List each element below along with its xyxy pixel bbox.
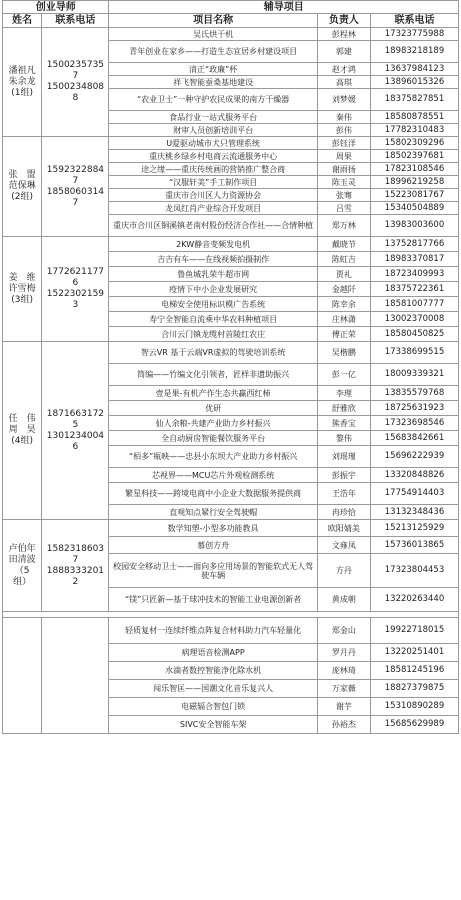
- mentor-phone-cell: 15823186037 18883332012: [42, 520, 109, 612]
- mentor-phone-cell: 15923228847 18580603147: [42, 137, 109, 237]
- project-name-cell: “栢多”瓶映——忠县小东坝大产业助力乡村振兴: [109, 446, 317, 468]
- project-name-cell: 校园安全移动卫士——面向多应用场景的智能软式无人驾驶车辆: [109, 554, 317, 588]
- mentor-name-cell: 张 盟 范保琳 (2组): [3, 137, 42, 237]
- project-phone-cell: 18375827851: [371, 89, 459, 111]
- project-phone-cell: 18723409993: [371, 267, 459, 282]
- project-name-cell: “汉服轩美”手工制作项目: [109, 176, 317, 189]
- project-owner-cell: 王浩年: [317, 483, 370, 505]
- project-name-cell: 壹是果-有机产作生态共赢西红柿: [109, 386, 317, 401]
- mentor-name-cell: 姜 维 许雪梅 (3组): [3, 237, 42, 342]
- project-name-cell: 龙凤红肖产业综合开发项目: [109, 202, 317, 215]
- project-phone-cell: 18581007777: [371, 297, 459, 312]
- project-owner-cell: 李理: [317, 386, 370, 401]
- project-owner-cell: 万家薇: [317, 680, 370, 698]
- project-phone-cell: 18983370817: [371, 252, 459, 267]
- project-phone-cell: 18983218189: [371, 41, 459, 63]
- project-owner-cell: 欧阳婧美: [317, 520, 370, 537]
- project-name-cell: 寿宁全智能自流乘中华农料种植项目: [109, 312, 317, 327]
- project-name-cell: 数学知塑-小型多功能教具: [109, 520, 317, 537]
- table-row: [3, 342, 459, 364]
- project-owner-cell: 谢雨扬: [317, 163, 370, 176]
- project-name-cell: U爱驱动城市犬只管理系统: [109, 137, 317, 150]
- project-name-cell: 病理语音检测APP: [109, 644, 317, 662]
- project-name-cell: 重庆桃乡绿乡村电商云流通服务中心: [109, 150, 317, 163]
- project-phone-cell: 17782310483: [371, 124, 459, 137]
- project-owner-cell: 方丹: [317, 554, 370, 588]
- project-name-cell: 慕创方舟: [109, 537, 317, 554]
- project-owner-cell: 郑金山: [317, 618, 370, 644]
- project-name-cell: 食品行业一站式服务平台: [109, 111, 317, 124]
- project-phone-cell: 18009339321: [371, 364, 459, 386]
- project-owner-cell: 陈虹吉: [317, 252, 370, 267]
- project-phone-cell: 17823108546: [371, 163, 459, 176]
- project-phone-cell: 17323698546: [371, 416, 459, 431]
- project-owner-cell: 秦伟: [317, 111, 370, 124]
- project-phone-cell: 15736013865: [371, 537, 459, 554]
- project-name-cell: 优研: [109, 401, 317, 416]
- project-name-cell: 财审人员创新培训平台: [109, 124, 317, 137]
- project-name-cell: 2KW静音变频发电机: [109, 237, 317, 252]
- project-name-cell: 重庆市合川区铜溪镇老南村股份经济合作社——合情种植: [109, 215, 317, 237]
- project-phone-cell: 13752817766: [371, 237, 459, 252]
- project-owner-cell: 张骞: [317, 189, 370, 202]
- mentor-group-header: 创业导师: [3, 1, 109, 14]
- project-owner-cell: 戴晓节: [317, 237, 370, 252]
- project-name-cell: “镁”只匠新—基于球冲技术的智能工业电源创新者: [109, 588, 317, 612]
- project-phone-cell: 18502397681: [371, 150, 459, 163]
- project-phone-cell: 13220251401: [371, 644, 459, 662]
- mentor-project-table: [2, 0, 459, 734]
- mentor-name-cell: [3, 618, 42, 734]
- project-phone-cell: 18580878551: [371, 111, 459, 124]
- project-owner-cell: 陈幸余: [317, 297, 370, 312]
- project-owner-cell: 罗月丹: [317, 644, 370, 662]
- col-header-owner: 负责人: [317, 14, 370, 28]
- project-phone-cell: 15223081767: [371, 189, 459, 202]
- project-name-cell: 芯视界——MCU芯片外观检测系统: [109, 468, 317, 483]
- project-phone-cell: 18580450825: [371, 327, 459, 342]
- project-owner-cell: 文雍凤: [317, 537, 370, 554]
- project-owner-cell: 庞林琦: [317, 662, 370, 680]
- project-name-cell: 电磁辐合智包门锁: [109, 698, 317, 716]
- project-name-cell: 智云VR 基于云端VR虚拟的驾驶培训系统: [109, 342, 317, 364]
- project-phone-cell: 19922718015: [371, 618, 459, 644]
- project-owner-cell: 金越阡: [317, 282, 370, 297]
- project-owner-cell: 周果: [317, 150, 370, 163]
- project-phone-cell: 15683842661: [371, 431, 459, 446]
- project-owner-cell: 陈玉灵: [317, 176, 370, 189]
- project-owner-cell: 黄成朝: [317, 588, 370, 612]
- project-owner-cell: 彭伟: [317, 124, 370, 137]
- project-owner-cell: 贾礼: [317, 267, 370, 282]
- project-owner-cell: 刘梦媛: [317, 89, 370, 111]
- table-row: [3, 618, 459, 644]
- project-name-cell: 途之缘——重庆传统画的营销推广整合商: [109, 163, 317, 176]
- project-owner-cell: 彭一亿: [317, 364, 370, 386]
- project-name-cell: 重庆市合川区人力资源协会: [109, 189, 317, 202]
- project-phone-cell: 15685629989: [371, 716, 459, 734]
- project-owner-cell: 郑万林: [317, 215, 370, 237]
- project-phone-cell: 13320848826: [371, 468, 459, 483]
- project-phone-cell: 15310890289: [371, 698, 459, 716]
- project-name-cell: 祥飞智能蚕桑基地建设: [109, 76, 317, 89]
- table-row: [3, 520, 459, 537]
- project-name-cell: SIVC安全智能车架: [109, 716, 317, 734]
- project-owner-cell: 吴楷鹏: [317, 342, 370, 364]
- project-phone-cell: 17754914403: [371, 483, 459, 505]
- project-owner-cell: 黎伟: [317, 431, 370, 446]
- project-owner-cell: 郭建: [317, 41, 370, 63]
- project-name-cell: 电梯安全使用标识模广告系统: [109, 297, 317, 312]
- mentor-name-cell: 任 伟 周 昊 (4组): [3, 342, 42, 520]
- project-owner-cell: 冉珍恰: [317, 505, 370, 520]
- project-phone-cell: 13983003600: [371, 215, 459, 237]
- project-name-cell: 全自动厨房智能餐饮服务平台: [109, 431, 317, 446]
- project-owner-cell: 刘瑶瑾: [317, 446, 370, 468]
- project-owner-cell: 赵才鸿: [317, 63, 370, 76]
- col-header-project-phone: 联系电话: [371, 14, 459, 28]
- mentor-name-cell: 潘祖凡 朱余龙 (1组): [3, 28, 42, 137]
- project-name-cell: 繁星科技——跨境电商中小企业大数据服务提供商: [109, 483, 317, 505]
- project-name-cell: 直观知点紧行安全驾驶帽: [109, 505, 317, 520]
- mentor-phone-cell: [42, 618, 109, 734]
- project-phone-cell: 13637984123: [371, 63, 459, 76]
- project-name-cell: “农业卫士”一种守护农民成果的南方干燥器: [109, 89, 317, 111]
- project-name-cell: 合川云门镇龙缆村首陵红农庄: [109, 327, 317, 342]
- project-name-cell: 闯乐智匡——国潮文化音乐复兴人: [109, 680, 317, 698]
- project-phone-cell: 15213125929: [371, 520, 459, 537]
- table-body: [3, 28, 459, 734]
- col-header-project: 项目名称: [109, 14, 317, 28]
- project-phone-cell: 18996219258: [371, 176, 459, 189]
- col-header-name: 姓名: [3, 14, 42, 28]
- project-owner-cell: 彭钰洋: [317, 137, 370, 150]
- project-name-cell: 仙人余粮-共建产业助力乡村振兴: [109, 416, 317, 431]
- project-owner-cell: 高琪: [317, 76, 370, 89]
- project-group-header: 辅导项目: [109, 1, 459, 14]
- group-header-row: [3, 1, 459, 14]
- project-name-cell: 鲁鱼城乳荣牛超市网: [109, 267, 317, 282]
- table-row: [3, 28, 459, 41]
- project-owner-cell: 庄林潇: [317, 312, 370, 327]
- col-header-phone: 联系电话: [42, 14, 109, 28]
- project-name-cell: 青年创业在家乡——打造生态宜居乡村建设项目: [109, 41, 317, 63]
- project-name-cell: 清正“政廉”杯: [109, 63, 317, 76]
- project-phone-cell: 18827379875: [371, 680, 459, 698]
- project-phone-cell: 13896015326: [371, 76, 459, 89]
- project-name-cell: 吴氏烘干机: [109, 28, 317, 41]
- project-phone-cell: 13002370008: [371, 312, 459, 327]
- project-owner-cell: 舒雅欣: [317, 401, 370, 416]
- project-owner-cell: 傅正荣: [317, 327, 370, 342]
- mentor-phone-cell: 15002357357 15002348088: [42, 28, 109, 137]
- project-owner-cell: 彭振宇: [317, 468, 370, 483]
- project-name-cell: 轻质复材一连续纤维点阵复合材料助力汽车轻量化: [109, 618, 317, 644]
- project-name-cell: 吉吉有车——在线视频拍摄制作: [109, 252, 317, 267]
- project-phone-cell: 15340504889: [371, 202, 459, 215]
- table-row: [3, 137, 459, 150]
- project-owner-cell: 孙裕杰: [317, 716, 370, 734]
- project-phone-cell: 18375722361: [371, 282, 459, 297]
- mentor-name-cell: 卢伯年 田清波 （5 组）: [3, 520, 42, 612]
- project-owner-cell: 吕雪: [317, 202, 370, 215]
- project-phone-cell: 18725631923: [371, 401, 459, 416]
- project-name-cell: 水滴者数控智能净化除水机: [109, 662, 317, 680]
- project-phone-cell: 17323775988: [371, 28, 459, 41]
- project-phone-cell: 13132348436: [371, 505, 459, 520]
- project-phone-cell: 13220263440: [371, 588, 459, 612]
- project-owner-cell: 彭程林: [317, 28, 370, 41]
- project-phone-cell: 15696222939: [371, 446, 459, 468]
- project-name-cell: 疫情下中小企业发展研究: [109, 282, 317, 297]
- project-phone-cell: 18581245196: [371, 662, 459, 680]
- project-owner-cell: 熊香宝: [317, 416, 370, 431]
- project-phone-cell: 17323804453: [371, 554, 459, 588]
- mentor-phone-cell: 18716631725 13012340046: [42, 342, 109, 520]
- project-name-cell: 筒编——竹编文化引领者，匠样非遗助振兴: [109, 364, 317, 386]
- table-row: [3, 237, 459, 252]
- project-phone-cell: 13835579768: [371, 386, 459, 401]
- project-phone-cell: 15802309296: [371, 137, 459, 150]
- mentor-phone-cell: 17726211776 15223021593: [42, 237, 109, 342]
- project-phone-cell: 17338699515: [371, 342, 459, 364]
- column-header-row: [3, 14, 459, 28]
- project-owner-cell: 谢芋: [317, 698, 370, 716]
